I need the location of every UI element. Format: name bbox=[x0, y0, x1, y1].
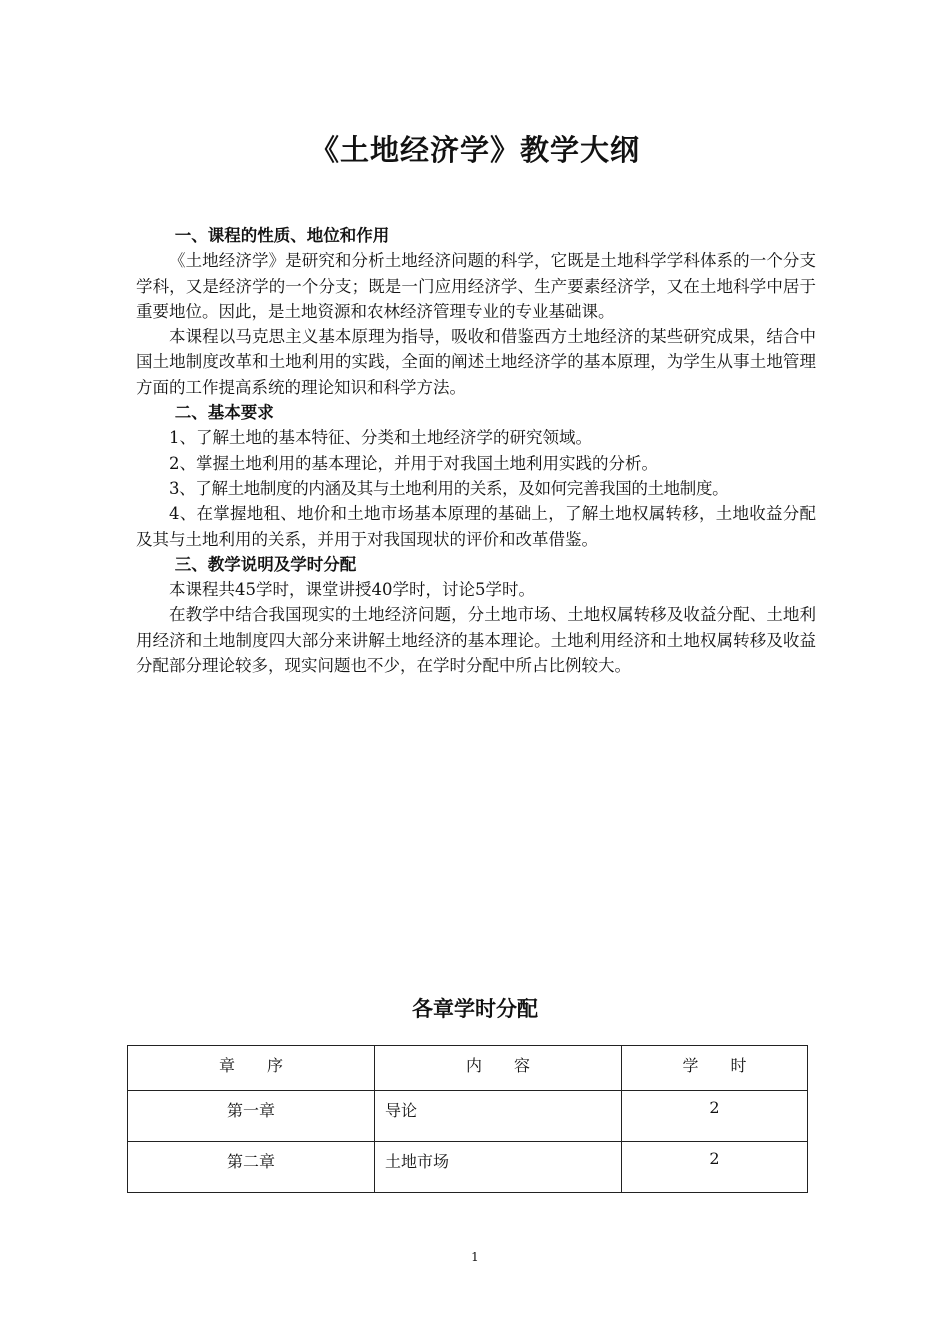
section-heading-nature: 一、课程的性质、地位和作用 bbox=[174, 226, 390, 245]
chapter-cell: 第一章 bbox=[128, 1091, 375, 1142]
content-cell: 土地市场 bbox=[375, 1142, 622, 1193]
hours-table bbox=[127, 1045, 808, 1193]
hours-cell: 2 bbox=[622, 1091, 808, 1142]
hours-cell: 2 bbox=[622, 1142, 808, 1193]
column-header-content: 内 容 bbox=[375, 1046, 622, 1091]
column-header-hours: 学 时 bbox=[622, 1046, 808, 1091]
requirement-item: 4、在掌握地租、地价和土地市场基本原理的基础上，了解土地权属转移，土地收益分配及其与土地利用的关系，并用于对我国现状的评价和改革借鉴。 bbox=[136, 504, 816, 549]
table-row bbox=[128, 1142, 808, 1193]
document-title: 《土地经济学》教学大纲 bbox=[309, 133, 640, 167]
paragraph: 本课程共45学时，课堂讲授40学时，讨论5学时。 bbox=[169, 580, 535, 600]
section-heading-requirements: 二、基本要求 bbox=[174, 403, 274, 423]
page-number: 1 bbox=[471, 1250, 479, 1264]
paragraph: 在教学中结合我国现实的土地经济问题，分土地市场、土地权属转移及收益分配、土地利用经济和土地制度四大部分来讲解土地经济的基本理论。土地利用经济和土地权属转移及收益分配部分理论较多，现实问题也不少，在学时分配中所占比例较大。 bbox=[136, 605, 816, 676]
requirement-item: 2、掌握土地利用的基本理论，并用于对我国土地利用实践的分析。 bbox=[169, 453, 658, 473]
table-header-row bbox=[128, 1046, 808, 1091]
paragraph: 本课程以马克思主义基本原理为指导，吸收和借鉴西方土地经济的某些研究成果，结合中国土地制度改革和土地利用的实践，全面的阐述土地经济学的基本原理，为学生从事土地管理方面的工作提高系统的理论知识和科学方法。 bbox=[136, 327, 816, 397]
requirement-item: 3、了解土地制度的内涵及其与土地利用的关系，及如何完善我国的土地制度。 bbox=[169, 478, 729, 498]
table-row bbox=[128, 1091, 808, 1142]
requirement-item: 1、了解土地的基本特征、分类和土地经济学的研究领域。 bbox=[169, 428, 592, 448]
paragraph: 《土地经济学》是研究和分析土地经济问题的科学，它既是土地科学学科体系的一个分支学科，又是经济学的一个分支；既是一门应用经济学、生产要素经济学，又在土地科学中居于重要地位。因此，是土地资源和农林经济管理专业的专业基础课。 bbox=[136, 251, 816, 321]
section-heading-teaching: 三、教学说明及学时分配 bbox=[174, 554, 357, 574]
content-cell: 导论 bbox=[375, 1091, 622, 1142]
table-title: 各章学时分配 bbox=[412, 997, 538, 1021]
document-body bbox=[136, 223, 816, 678]
column-header-chapter: 章 序 bbox=[128, 1046, 375, 1091]
chapter-cell: 第二章 bbox=[128, 1142, 375, 1193]
